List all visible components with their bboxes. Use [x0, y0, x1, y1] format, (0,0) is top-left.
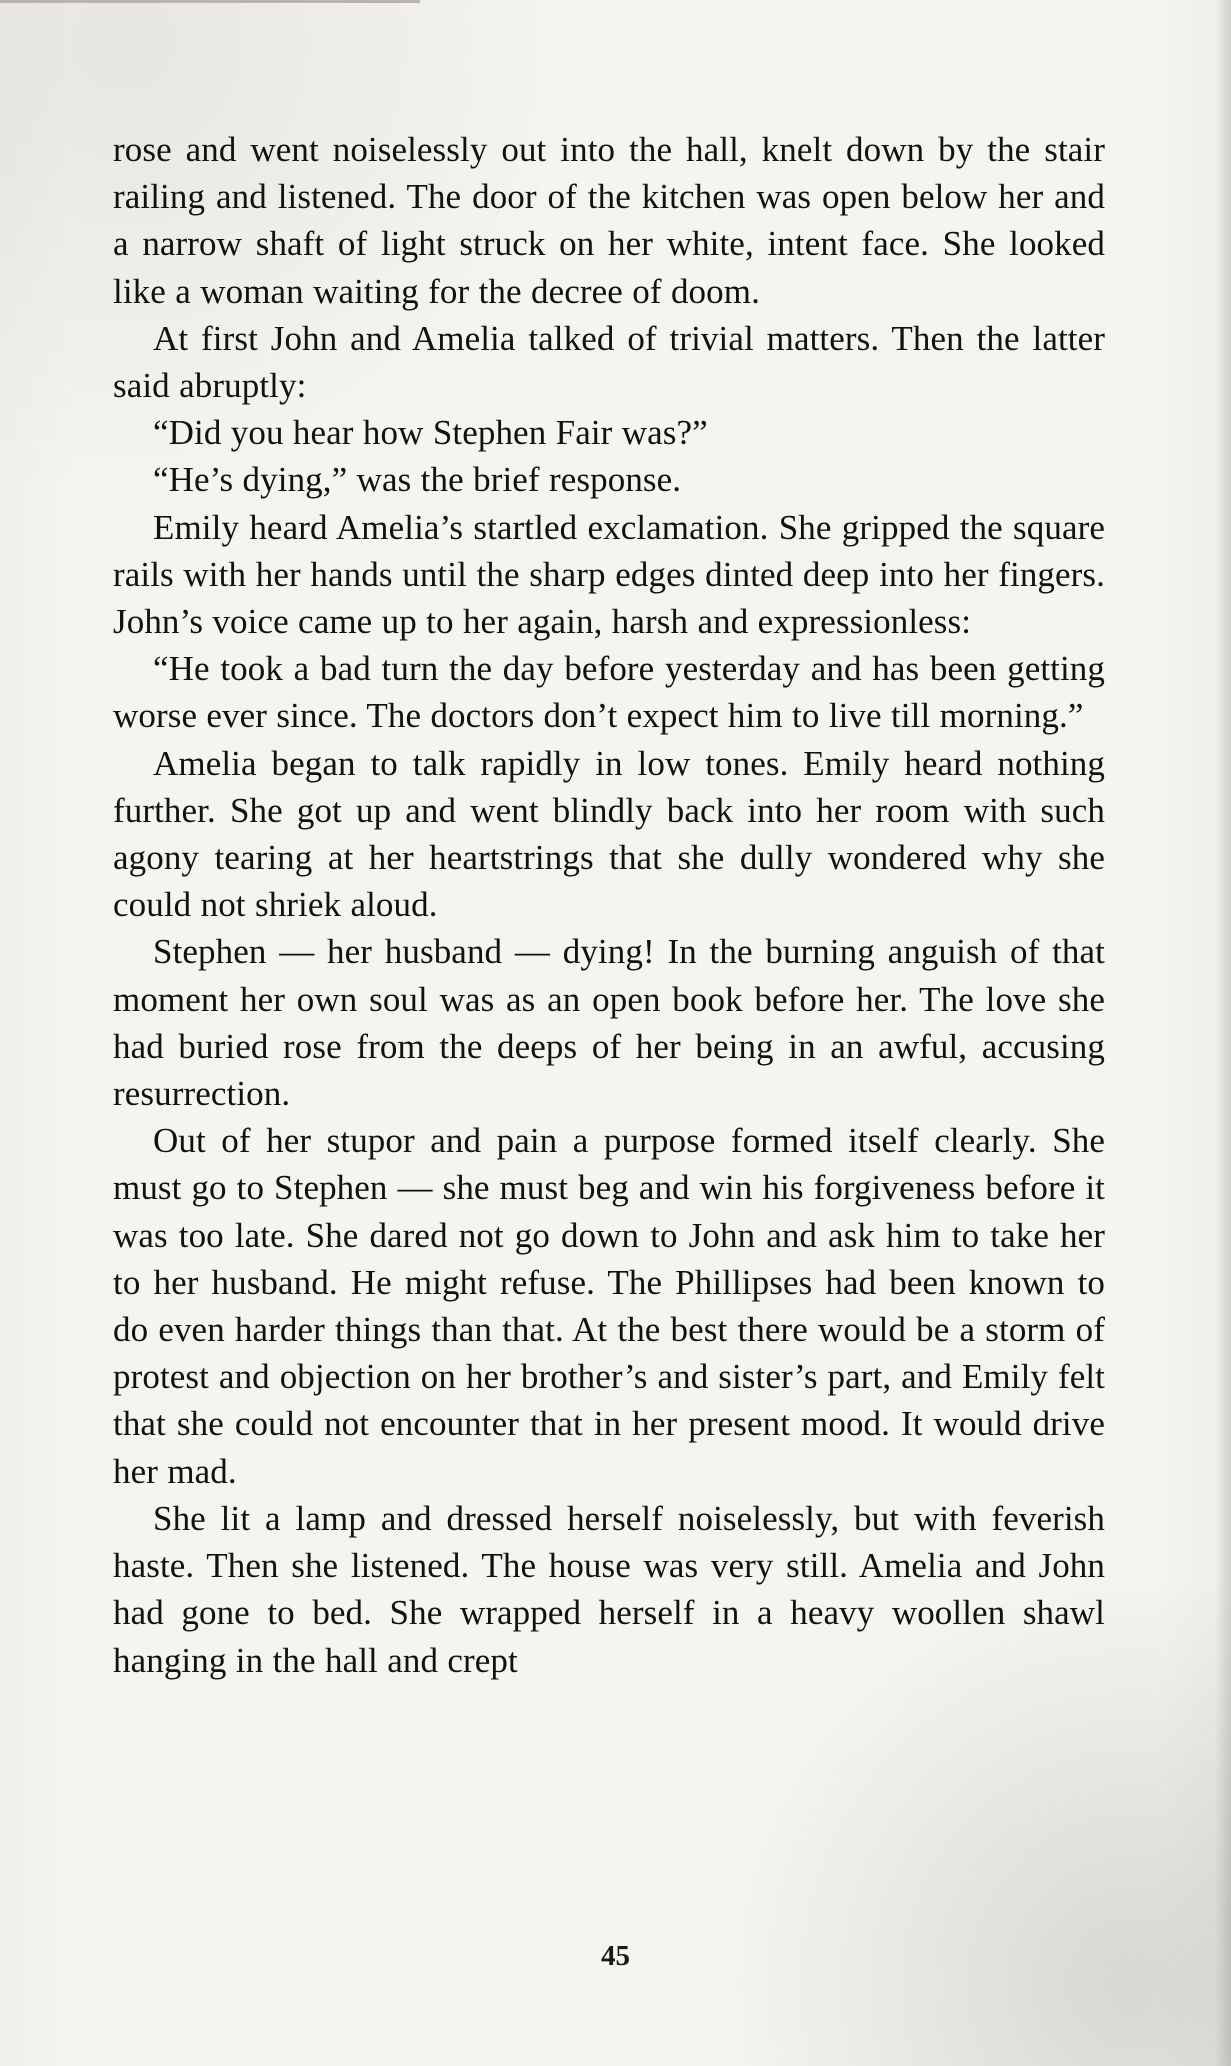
paragraph-3: “Did you hear how Stephen Fair was?” [153, 413, 708, 453]
paragraph-6: “He took a bad turn the day before yesterday and has been getting worse ever since. The doctors don’t expect him to live till morning.” [113, 649, 1105, 736]
paragraph-7: Amelia began to talk rapidly in low tones. Emily heard nothing further. She got up and went blindly back into her room with such agony tearing at her heartstrings that she dully wondered why she could not shriek aloud. [113, 743, 1105, 925]
page-edge-shadow [1215, 0, 1231, 2066]
paragraph-4: “He’s dying,” was the brief response. [153, 460, 682, 500]
page-number: 45 [601, 1940, 630, 1972]
top-rule [0, 0, 420, 3]
paragraph-1: rose and went noiselessly out into the hall, knelt down by the stair railing and listened. The door of the kitchen was open below her and a narrow shaft of light struck on her white, intent face. She looked like a woman waiting for the decree of doom. [113, 130, 1105, 311]
paragraph-10: She lit a lamp and dressed herself noiselessly, but with feverish haste. Then she listened. The house was very still. Amelia and John had gone to bed. She wrapped herself in a heavy woollen shawl hanging in the hall and crept [113, 1498, 1105, 1680]
body-text [113, 126, 1105, 1684]
paragraph-8: Stephen — her husband — dying! In the burning anguish of that moment her own soul was as an open book before her. The love she had buried rose from the deeps of her being in an awful, accusing resurrection. [113, 932, 1105, 1114]
paragraph-5: Emily heard Amelia’s startled exclamation. She gripped the square rails with her hands until the sharp edges dinted deep into her fingers. John’s voice came up to her again, harsh and expressionless: [113, 507, 1105, 642]
paragraph-9: Out of her stupor and pain a purpose formed itself clearly. She must go to Stephen — she must beg and win his forgiveness before it was too late. She dared not go down to John and ask him to take her to her husband. He might refuse. The Phillipses had been known to do even harder things than that. At the best there would be a storm of protest and objection on her brother’s and sister’s part, and Emily felt that she could not encounter that in her present mood. It would drive her mad. [113, 1121, 1105, 1491]
paragraph-2: At first John and Amelia talked of trivial matters. Then the latter said abruptly: [113, 318, 1105, 406]
